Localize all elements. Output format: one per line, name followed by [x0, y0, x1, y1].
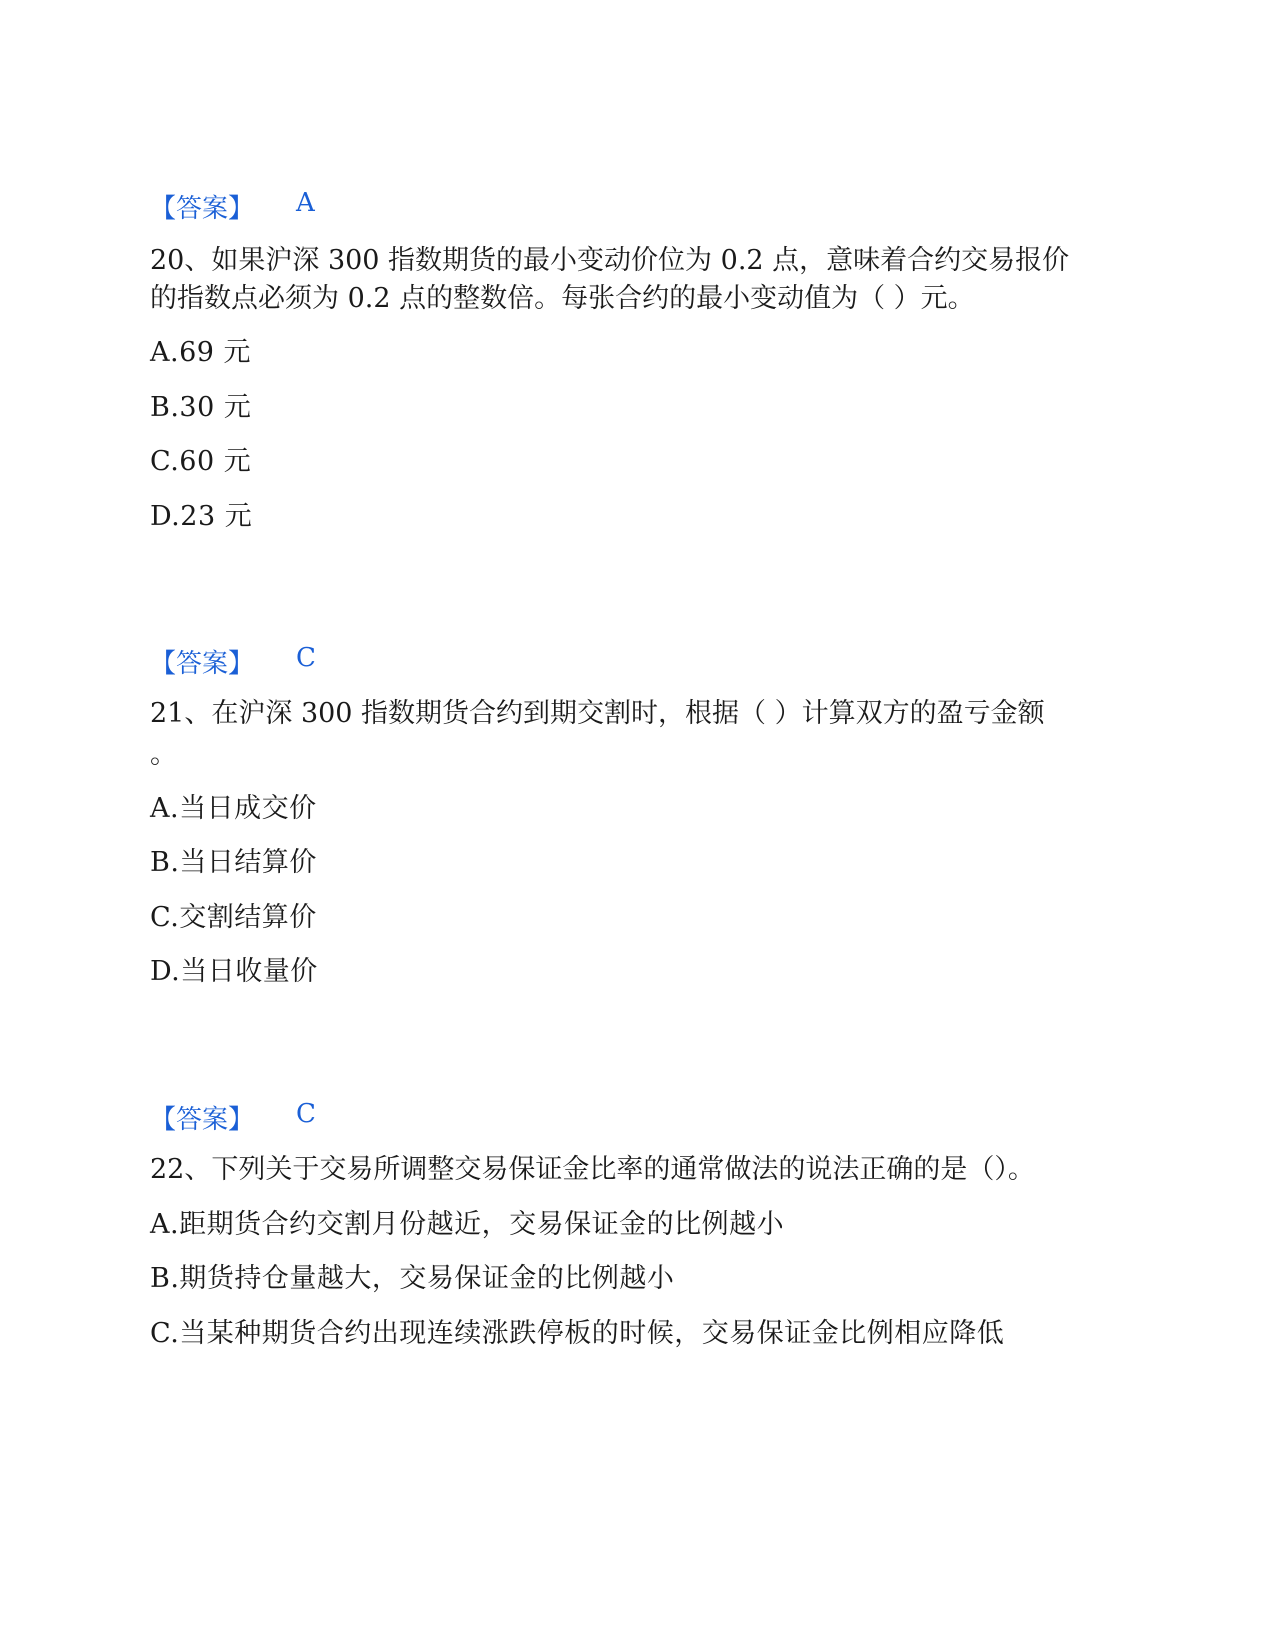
answer-label: 【答案】 — [150, 1105, 255, 1135]
question-text-line: 21、在沪深 300 指数期货合约到期交割时，根据（ ）计算双方的盈亏金额 — [150, 698, 1045, 729]
option-b: B.30 元 — [150, 392, 252, 423]
question-text-line: 20、如果沪深 300 指数期货的最小变动价位为 0.2 点，意味着合约交易报价 — [150, 245, 1070, 276]
answer-line — [150, 643, 550, 677]
option-b: B.当日结算价 — [150, 847, 317, 878]
answer-line — [150, 1099, 550, 1133]
answer-label: 【答案】 — [150, 649, 255, 679]
question-text-line: 。 — [150, 739, 177, 770]
option-a: A.69 元 — [150, 337, 252, 368]
option-d: D.23 元 — [150, 501, 253, 532]
answer-value: A — [296, 188, 315, 218]
answer-value: C — [296, 1099, 316, 1129]
option-c: C.当某种期货合约出现连续涨跌停板的时候，交易保证金比例相应降低 — [150, 1318, 1005, 1349]
question-text-line: 的指数点必须为 0.2 点的整数倍。每张合约的最小变动值为（ ）元。 — [150, 283, 975, 314]
option-d: D.当日收量价 — [150, 956, 318, 987]
option-c: C.60 元 — [150, 446, 252, 477]
option-a: A.当日成交价 — [150, 793, 317, 824]
answer-label: 【答案】 — [150, 194, 255, 224]
option-c: C.交割结算价 — [150, 902, 317, 933]
question-text-line: 22、下列关于交易所调整交易保证金比率的通常做法的说法正确的是（）。 — [150, 1154, 1035, 1185]
answer-value: C — [296, 643, 316, 673]
answer-line — [150, 188, 550, 222]
option-a: A.距期货合约交割月份越近，交易保证金的比例越小 — [150, 1209, 785, 1240]
option-b: B.期货持仓量越大，交易保证金的比例越小 — [150, 1263, 675, 1294]
